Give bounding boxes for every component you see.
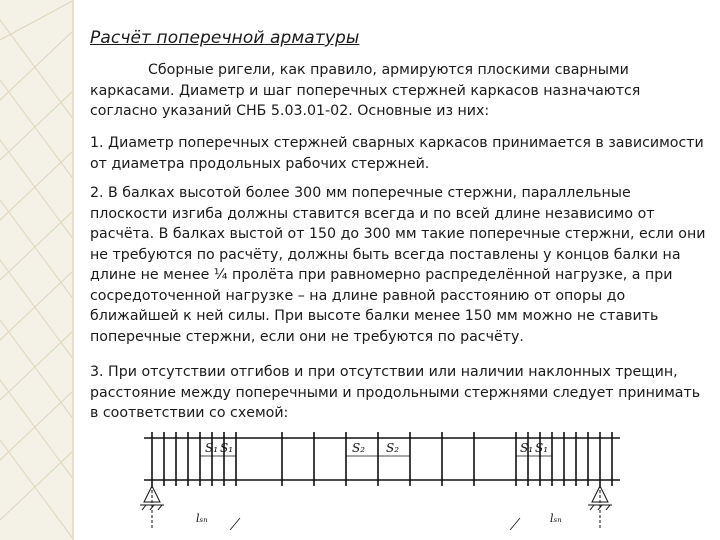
lsw-label-left: lₛₙ <box>196 512 208 525</box>
intro-paragraph <box>90 60 710 122</box>
right-support <box>588 480 612 530</box>
slide-title: Расчёт поперечной арматуры <box>90 28 360 48</box>
reinforcement-cage-schema <box>130 430 630 535</box>
rule-item-1: 1. Диаметр поперечных стержней сварных каркасов принимается в зависимости от диаметра продольных рабочих стержней. <box>90 135 704 172</box>
diagonal-pattern <box>0 0 74 540</box>
s1-label-left-2: S₁ <box>220 441 234 455</box>
intro-text: Сборные ригели, как правило, армируются плоскими сварными каркасами. Диаметр и шаг поперечных стержней каркасов назначаются согласно указаний СНБ 5.03.01-02. Основные из них: <box>90 62 641 119</box>
s2-label-1: S₂ <box>352 441 366 455</box>
s1-label-left: S₁ <box>205 441 219 455</box>
rule-item-2: 2. В балках высотой более 300 мм поперечные стержни, параллельные плоскости изгиба должны ставится всегда и по всей длине независимо от расчёта. В балках выстой от 150 до 300 мм такие поперечные стержни, если они не требуются по расчёту, должны быть всегда поставлены у концов балки на длине не менее ¼ пролёта при равномерно распределённой нагрузке, а при сосредоточенной нагрузке – на длине равной расстоянию от опоры до ближайшей к ней силы. При высоте балки менее 150 мм можно не ставить поперечные стержни, если они не требуются по расчёту. <box>90 185 706 345</box>
s1-label-right: S₁ <box>520 441 534 455</box>
decorative-left-band <box>0 0 74 540</box>
left-support <box>140 480 164 530</box>
s2-label-2: S₂ <box>386 441 400 455</box>
s1-label-right-2: S₁ <box>535 441 549 455</box>
lsw-label-right: lₛₙ <box>550 512 562 525</box>
lsw-dimension-marks <box>230 518 520 530</box>
rule-item-3: 3. При отсутствии отгибов и при отсутствии или наличии наклонных трещин, расстояние между поперечными и продольными стержнями следует принимать в соответствии со схемой: <box>90 364 701 421</box>
